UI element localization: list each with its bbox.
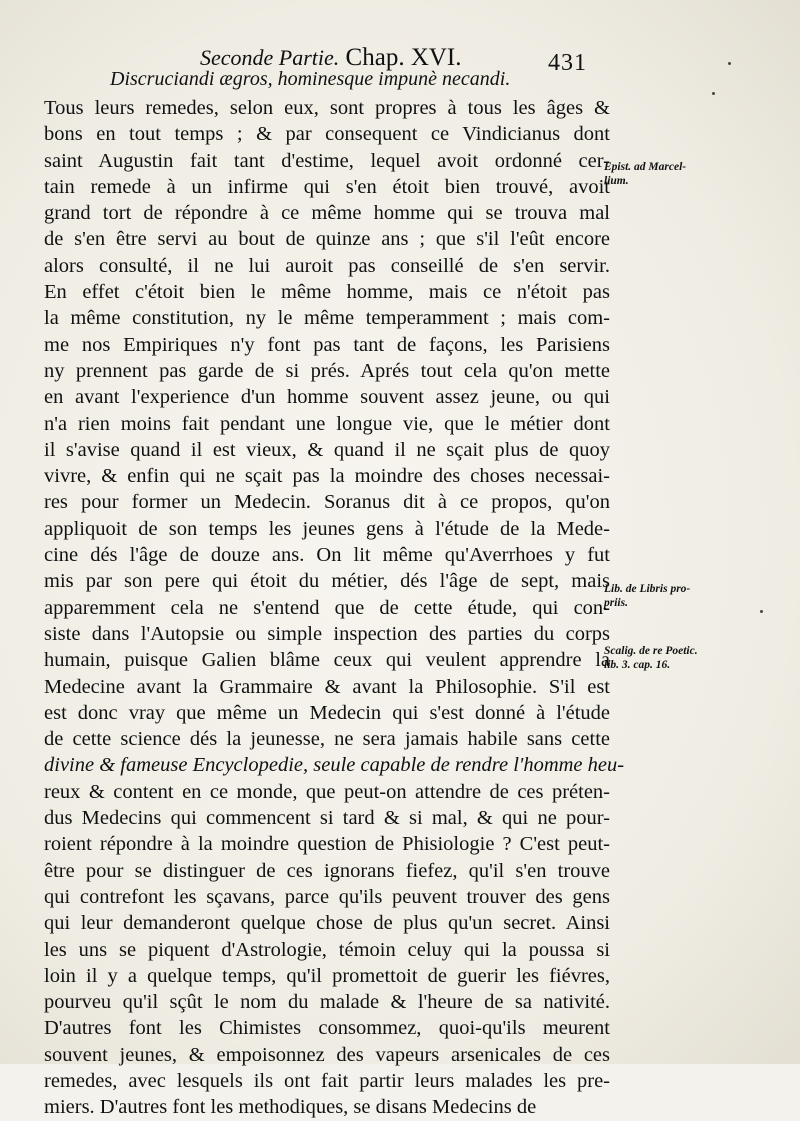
- text-line: Medecine avant la Grammaire & avant la Philosophie. S'il est: [44, 675, 610, 698]
- text-line: grand tort de répondre à ce même homme qui se trouva mal: [44, 202, 610, 225]
- text-line: est donc vray que même un Medecin qui s'est donné à l'étude: [44, 701, 610, 724]
- text-line: appliquoit de son temps les jeunes gens à l'étude de la Mede-: [44, 517, 610, 540]
- margin-note-scalig: [604, 644, 698, 672]
- text-line: roient répondre à la moindre question de Phisiologie ? C'est peut-: [44, 833, 610, 856]
- margin-note-line: Scalig. de re Poetic.: [604, 645, 698, 657]
- text-line: siste dans l'Autopsie ou simple inspection des parties du corps: [44, 622, 610, 645]
- paper-speck: [728, 62, 731, 65]
- margin-note-line: lium.: [604, 175, 629, 187]
- text-line: En effet c'étoit bien le même homme, mais ce n'étoit pas: [44, 281, 610, 304]
- text-line: reux & content en ce monde, que peut-on attendre de ces préten-: [44, 780, 610, 803]
- text-line: apparemment cela ne s'entend que de cette étude, qui con-: [44, 596, 610, 619]
- text-line: ny prennent pas garde de si prés. Aprés tout cela qu'on mette: [44, 359, 610, 382]
- text-line: cine dés l'âge de douze ans. On lit même qu'Averrhoes y fut: [44, 544, 610, 567]
- section-subtitle: Discruciandi ægros, hominesque impunè necandi.: [110, 68, 511, 90]
- paper-speck: [712, 92, 715, 95]
- text-line: de cette science dés la jeunesse, ne sera jamais habile sans cette: [44, 728, 610, 751]
- text-line: divine & fameuse Encyclopedie, seule capable de rendre l'homme heu-: [44, 754, 625, 777]
- text-line: humain, puisque Galien blâme ceux qui veulent apprendre la: [44, 649, 610, 672]
- text-line: en avant l'experience d'un homme souvent assez jeune, ou qui: [44, 386, 610, 409]
- text-line: res pour former un Medecin. Soranus dit à ce propos, qu'on: [44, 491, 610, 514]
- text-line: D'autres font les Chimistes consommez, quoi-qu'ils meurent: [44, 1017, 610, 1040]
- text-line: être pour se distinguer de ces ignorans fiefez, qu'il s'en trouve: [44, 859, 610, 882]
- text-line: alors consulté, il ne lui auroit pas conseillé de s'en servir.: [44, 254, 610, 277]
- text-line: il s'avise quand il est vieux, & quand il ne sçait plus de quoy: [44, 438, 610, 461]
- text-line: les uns se piquent d'Astrologie, témoin celuy qui la poussa si: [44, 938, 610, 961]
- page-number: 431: [548, 50, 587, 76]
- text-line: souvent jeunes, & empoisonnez des vapeurs arsenicales de ces: [44, 1043, 610, 1066]
- text-line: vivre, & enfin qui ne sçait pas la moindre des choses necessai-: [44, 465, 610, 488]
- running-head-chapter: Chap. XVI.: [345, 44, 462, 71]
- text-line: qui contrefont les sçavans, parce qu'ils peuvent trouver des gens: [44, 885, 610, 908]
- text-line: tain remede à un infirme qui s'en étoit bien trouvé, avoit: [44, 175, 610, 198]
- text-line: la même constitution, ny le même temperamment ; mais com-: [44, 307, 610, 330]
- paper-speck: [760, 610, 763, 613]
- text-line: mis par son pere qui étoit du métier, dés l'âge de sept, mais: [44, 570, 610, 593]
- text-line: remedes, avec lesquels ils ont fait partir leurs malades les pre-: [44, 1069, 610, 1092]
- margin-note-line: Epist. ad Marcel-: [604, 161, 687, 173]
- text-line: dus Medecins qui commencent si tard & si mal, & qui ne pour-: [44, 807, 610, 830]
- text-line: bons en tout temps ; & par consequent ce Vindicianus dont: [44, 123, 610, 146]
- text-line: qui leur demanderont quelque chose de plus qu'un secret. Ainsi: [44, 912, 610, 935]
- text-line: de s'en être servi au bout de quinze ans ; que s'il l'eût encore: [44, 228, 610, 251]
- text-line: Tous leurs remedes, selon eux, sont propres à tous les âges &: [44, 97, 610, 119]
- running-head-part: Seconde Partie.: [200, 45, 340, 70]
- text-line: saint Augustin fait tant d'estime, lequel avoit ordonné cer-: [44, 149, 610, 172]
- text-line: me nos Empiriques n'y font pas tant de façons, les Parisiens: [44, 333, 610, 356]
- margin-note-line: Lib. de Libris pro-: [604, 583, 691, 595]
- text-line: miers. D'autres font les methodiques, se disans Medecins de: [44, 1096, 537, 1119]
- margin-note-epist: [604, 160, 686, 188]
- margin-note-line: priis.: [604, 597, 628, 609]
- text-line: n'a rien moins fait pendant une longue vie, que le métier dont: [44, 412, 610, 435]
- margin-note-lib: [604, 582, 690, 610]
- text-line: loin il y a quelque temps, qu'il promettoit de guerir les fiévres,: [44, 964, 610, 987]
- margin-note-line: lib. 3. cap. 16.: [604, 659, 671, 671]
- text-line: pourveu qu'il sçût le nom du malade & l'heure de sa nativité.: [44, 991, 610, 1014]
